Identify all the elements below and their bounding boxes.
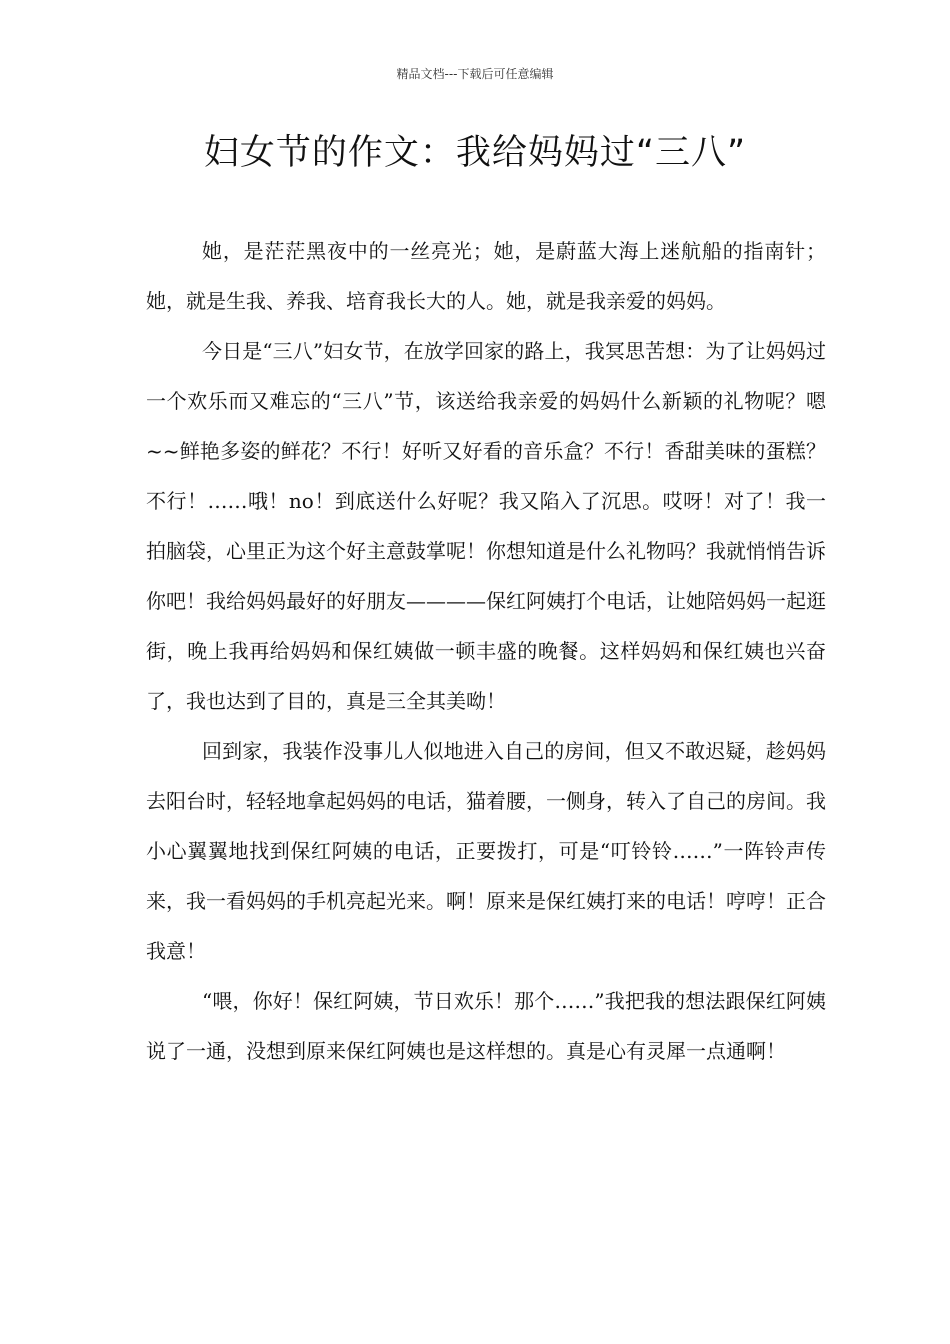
paragraph-2: 今日是“三八”妇女节，在放学回家的路上，我冥思苦想：为了让妈妈过一个欢乐而又难忘的“三八”节，该送给我亲爱的妈妈什么新颖的礼物呢？嗯~~鲜艳多姿的鲜花？不行！好听又好看的音乐盒？不行！香甜美味的蛋糕？不行！……哦！no！到底送什么好呢？我又陷入了沉思。哎呀！对了！我一拍脑袋，心里正为这个好主意鼓掌呢！你想知道是什么礼物吗？我就悄悄告诉你吧！我给妈妈最好的好朋友————保红阿姨打个电话，让她陪妈妈一起逛街，晚上我再给妈妈和保红姨做一顿丰盛的晚餐。这样妈妈和保红姨也兴奋了，我也达到了目的，真是三全其美呦！ — [146, 339, 826, 713]
paragraph-3: 回到家，我装作没事儿人似地进入自己的房间，但又不敢迟疑，趁妈妈去阳台时，轻轻地拿起妈妈的电话，猫着腰，一侧身，转入了自己的房间。我小心翼翼地找到保红阿姨的电话，正要拨打，可是“叮铃铃……”一阵铃声传来，我一看妈妈的手机亮起光来。啊！原来是保红姨打来的电话！哼哼！正合我意！ — [146, 739, 826, 963]
paragraph-1: 她，是茫茫黑夜中的一丝亮光；她，是蔚蓝大海上迷航船的指南针；她，就是生我、养我、培育我长大的人。她，就是我亲爱的妈妈。 — [146, 239, 826, 313]
paragraph-4: “喂，你好！保红阿姨，节日欢乐！那个……”我把我的想法跟保红阿姨说了一通，没想到原来保红阿姨也是这样想的。真是心有灵犀一点通啊！ — [146, 989, 826, 1063]
document-title: 妇女节的作文：我给妈妈过“三八” — [203, 133, 747, 173]
document-body — [146, 226, 826, 1076]
page-header: 精品文档---下载后可任意编辑 — [396, 67, 554, 81]
